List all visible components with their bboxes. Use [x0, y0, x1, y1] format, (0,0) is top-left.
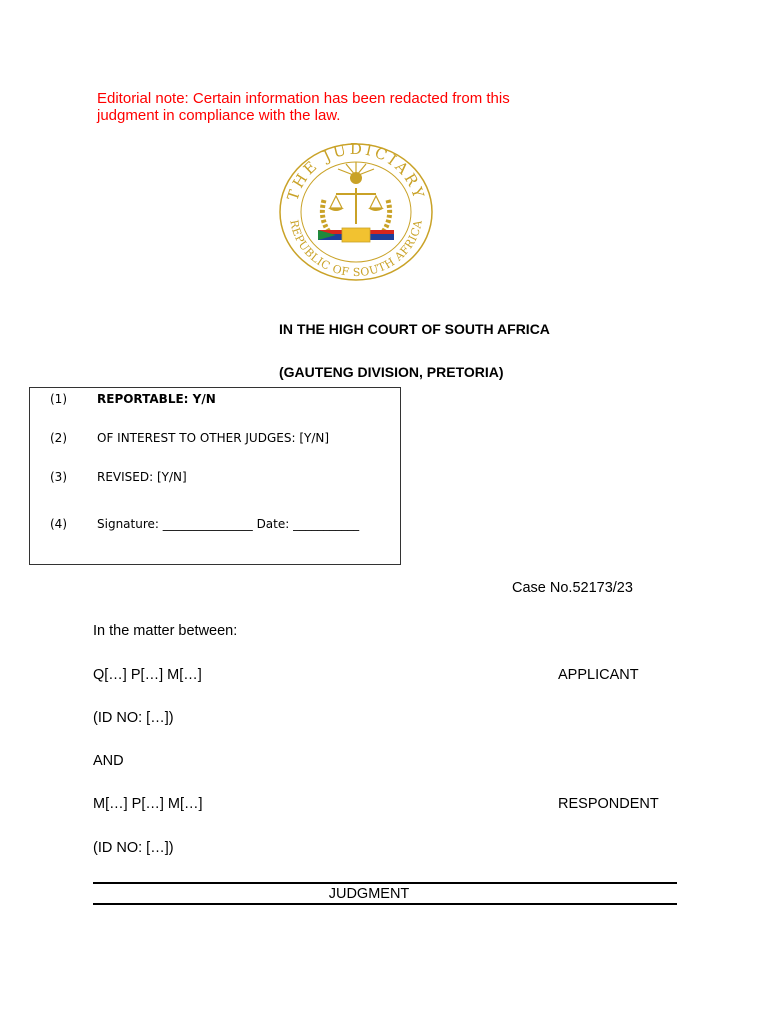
respondent-id: (ID NO: […]) [93, 840, 174, 856]
svg-text:THE JUDICIARY: THE JUDICIARY [283, 142, 429, 203]
respondent-label: RESPONDENT [558, 796, 659, 812]
judgment-top-rule [93, 882, 677, 884]
court-division: (GAUTENG DIVISION, PRETORIA) [279, 364, 504, 380]
item-text: Signature: _______________ Date: ___________ [97, 517, 360, 531]
editorial-note-line-1: Editorial note: Certain information has been redacted from this [97, 90, 510, 107]
item-number: (3) [50, 470, 67, 484]
editorial-note [97, 90, 557, 124]
applicant-label: APPLICANT [558, 667, 639, 683]
item-number: (4) [50, 517, 67, 531]
judgment-heading: JUDGMENT [328, 886, 410, 902]
case-number: Case No.52173/23 [512, 580, 633, 596]
reportable-status-box [29, 387, 401, 565]
matter-intro: In the matter between: [93, 623, 238, 639]
judiciary-seal-logo [278, 142, 434, 282]
editorial-note-line-2: judgment in compliance with the law. [97, 107, 341, 124]
respondent-name: M[…] P[…] M[…] [93, 796, 203, 812]
applicant-id: (ID NO: […]) [93, 710, 174, 726]
and-separator: AND [93, 753, 124, 769]
court-title: IN THE HIGH COURT OF SOUTH AFRICA [279, 321, 550, 337]
svg-text:REPUBLIC OF SOUTH AFRICA: REPUBLIC OF SOUTH AFRICA [287, 218, 425, 280]
item-text: REVISED: [Y/N] [97, 470, 187, 484]
item-text: REPORTABLE: Y/N [97, 392, 216, 406]
applicant-name: Q[…] P[…] M[…] [93, 667, 202, 683]
item-number: (2) [50, 431, 67, 445]
item-number: (1) [50, 392, 67, 406]
judgment-bottom-rule [93, 903, 677, 905]
item-text: OF INTEREST TO OTHER JUDGES: [Y/N] [97, 431, 330, 445]
